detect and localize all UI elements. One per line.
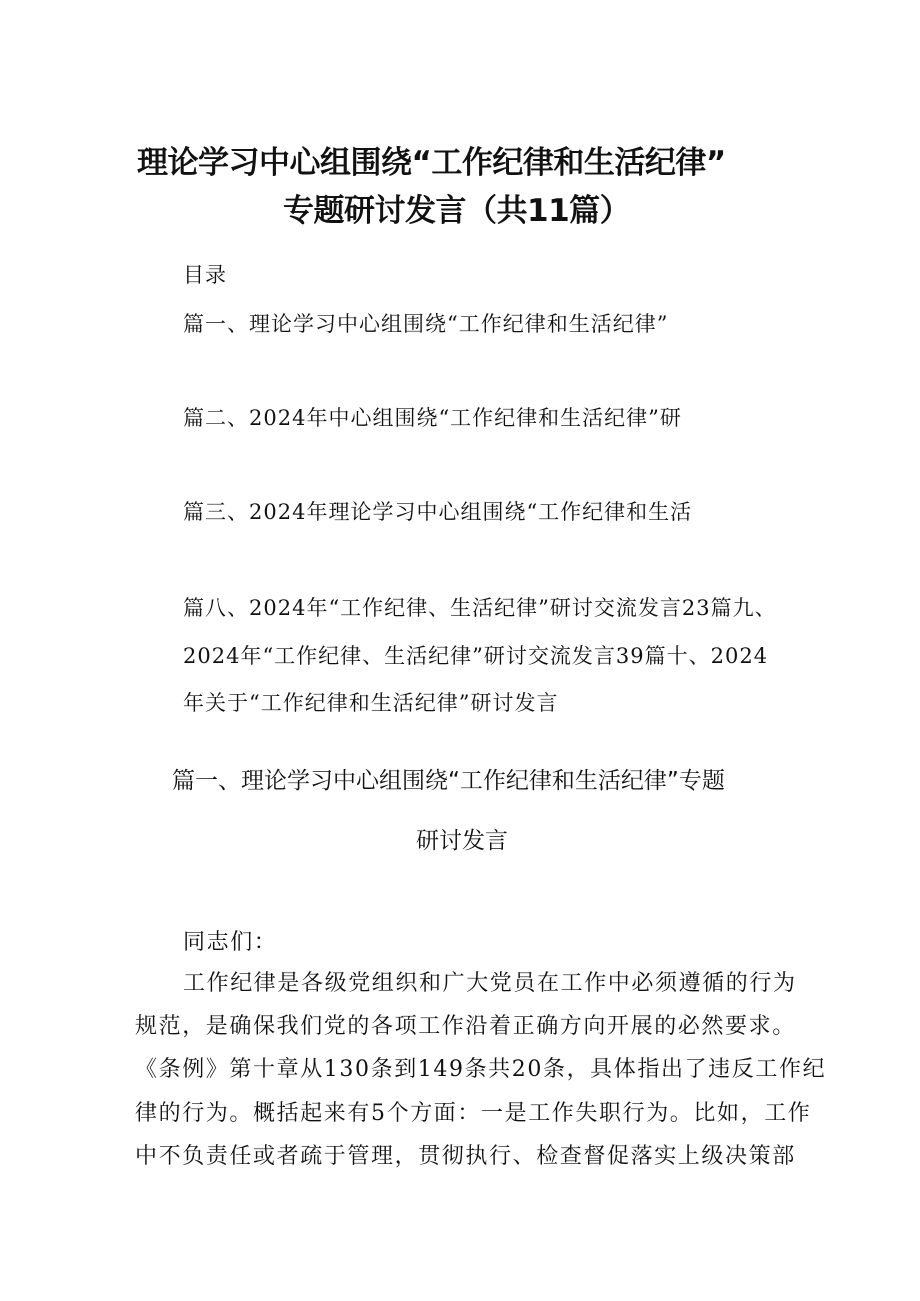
section-heading-line-1: 篇一、理论学习中心组围绕“工作纪律和生活纪律”专题 — [172, 768, 725, 794]
paragraph-line: 《条例》第十章从130条到149条共20条，具体指出了违反工作纪 — [135, 1057, 827, 1082]
toc-run-on-line: 年关于“工作纪律和生活纪律”研讨发言 — [183, 691, 559, 715]
toc-run-on-line: 篇八、2024年“工作纪律、生活纪律”研讨交流发言23篇九、 — [183, 596, 777, 620]
paragraph-line: 律的行为。概括起来有5个方面：一是工作失职行为。比如，工作 — [135, 1101, 812, 1126]
toc-item: 篇一、理论学习中心组围绕“工作纪律和生活纪律” — [183, 312, 669, 336]
toc-item: 篇三、2024年理论学习中心组围绕“工作纪律和生活 — [183, 500, 693, 524]
document-title-line-2: 专题研讨发言（共11篇） — [283, 193, 631, 229]
section-heading-line-2: 研讨发言 — [416, 828, 508, 854]
toc-heading: 目录 — [183, 263, 227, 287]
paragraph-line: 规范，是确保我们党的各项工作沿着正确方向开展的必然要求。 — [135, 1014, 796, 1039]
toc-run-on-line: 2024年“工作纪律、生活纪律”研讨交流发言39篇十、2024 — [183, 644, 769, 668]
toc-item: 篇二、2024年中心组围绕“工作纪律和生活纪律”研 — [183, 406, 682, 430]
document-title-line-1: 理论学习中心组围绕“工作纪律和生活纪律” — [137, 145, 726, 181]
paragraph-line: 中不负责任或者疏于管理，贯彻执行、检查督促落实上级决策部 — [135, 1144, 796, 1169]
salutation: 同志们： — [183, 930, 278, 955]
paragraph-line: 工作纪律是各级党组织和广大党员在工作中必须遵循的行为 — [183, 971, 797, 996]
